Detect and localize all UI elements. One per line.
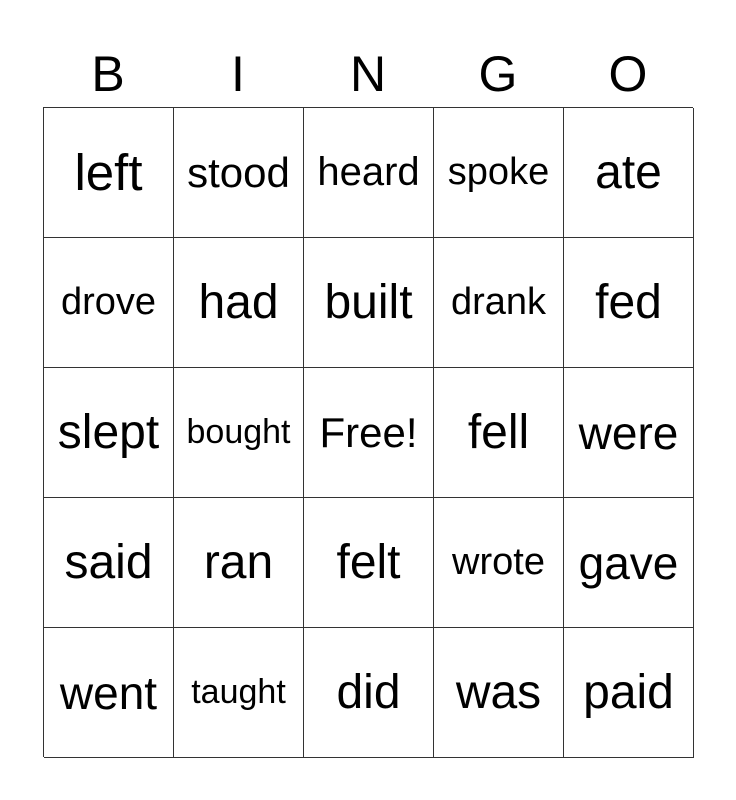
bingo-board — [43, 107, 693, 757]
bingo-cell[interactable]: paid — [564, 628, 694, 758]
header-letter-b: B — [91, 46, 125, 102]
bingo-cell[interactable]: said — [44, 498, 174, 628]
bingo-cell[interactable]: ran — [174, 498, 304, 628]
bingo-cell[interactable]: fed — [564, 238, 694, 368]
bingo-cell[interactable]: was — [434, 628, 564, 758]
bingo-cell[interactable]: went — [44, 628, 174, 758]
bingo-cell[interactable]: slept — [44, 368, 174, 498]
bingo-cell[interactable]: were — [564, 368, 694, 498]
bingo-cell[interactable]: felt — [304, 498, 434, 628]
free-space-cell[interactable]: Free! — [304, 368, 434, 498]
header-letter-n: N — [349, 46, 387, 102]
bingo-cell[interactable]: heard — [304, 108, 434, 238]
bingo-cell[interactable]: drove — [44, 238, 174, 368]
bingo-cell[interactable]: taught — [174, 628, 304, 758]
bingo-cell[interactable]: did — [304, 628, 434, 758]
bingo-cell[interactable]: ate — [564, 108, 694, 238]
bingo-cell[interactable]: gave — [564, 498, 694, 628]
header-letter-g: G — [478, 46, 518, 102]
bingo-cell[interactable]: built — [304, 238, 434, 368]
bingo-cell[interactable]: wrote — [434, 498, 564, 628]
bingo-cell[interactable]: stood — [174, 108, 304, 238]
bingo-cell[interactable]: left — [44, 108, 174, 238]
header-letter-o: O — [608, 46, 648, 102]
bingo-cell[interactable]: drank — [434, 238, 564, 368]
bingo-header — [43, 42, 693, 106]
bingo-cell[interactable]: bought — [174, 368, 304, 498]
bingo-cell[interactable]: fell — [434, 368, 564, 498]
header-letter-i: I — [231, 46, 245, 102]
bingo-cell[interactable]: spoke — [434, 108, 564, 238]
bingo-cell[interactable]: had — [174, 238, 304, 368]
